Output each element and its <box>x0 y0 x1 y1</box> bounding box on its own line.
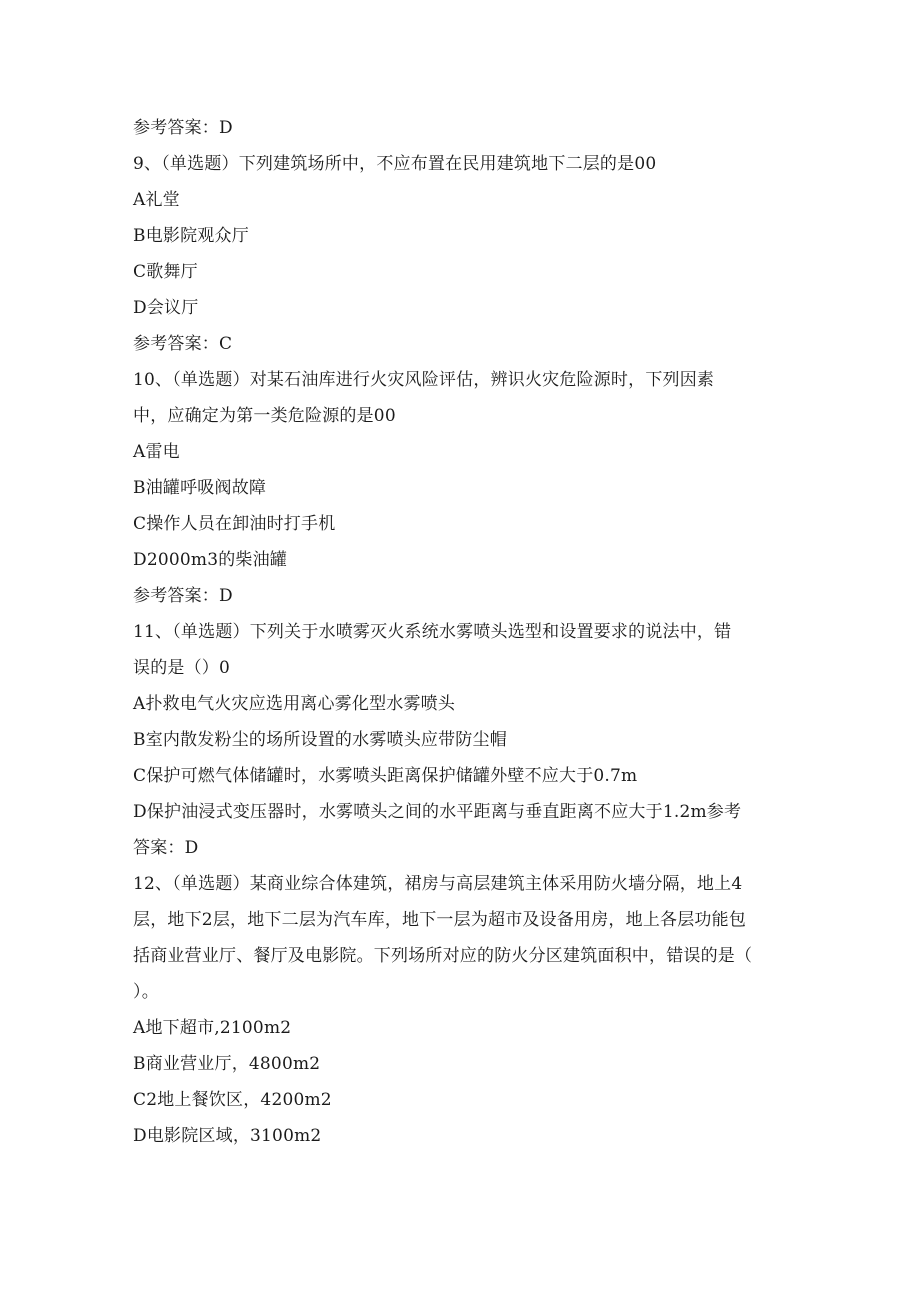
option-line: C歌舞厅 <box>133 262 198 282</box>
question-text-line: 10、（单选题）对某石油库进行火灾风险评估，辨识火灾危险源时，下列因素 <box>133 370 715 390</box>
answer-line: 参考答案：D <box>133 118 233 138</box>
question-text-line: 括商业营业厅、餐厅及电影院。下列场所对应的防火分区建筑面积中，错误的是（ <box>133 946 753 966</box>
question-text-line: 12、（单选题）某商业综合体建筑，裙房与高层建筑主体采用防火墙分隔，地上4 <box>133 874 743 894</box>
option-line: C保护可燃气体储罐时，水雾喷头距离保护储罐外壁不应大于0.7m <box>133 766 638 786</box>
question-text-line: 9、（单选题）下列建筑场所中，不应布置在民用建筑地下二层的是00 <box>133 154 657 174</box>
option-line: D保护油浸式变压器时，水雾喷头之间的水平距离与垂直距离不应大于1.2m参考 <box>133 802 742 822</box>
option-line: D2000m3的柴油罐 <box>133 550 288 570</box>
option-line: A地下超市,2100m2 <box>133 1018 292 1038</box>
option-line: B油罐呼吸阀故障 <box>133 478 267 498</box>
option-line: A礼堂 <box>133 190 180 210</box>
answer-line: 参考答案：C <box>133 334 233 354</box>
question-text-line: 11、（单选题）下列关于水喷雾灭火系统水雾喷头选型和设置要求的说法中，错 <box>133 622 732 642</box>
option-line: D电影院区域，3100m2 <box>133 1126 322 1146</box>
option-line: B室内散发粉尘的场所设置的水雾喷头应带防尘帽 <box>133 730 507 750</box>
answer-line: 答案：D <box>133 838 199 858</box>
option-line: C操作人员在卸油时打手机 <box>133 514 336 534</box>
option-line: B商业营业厅，4800m2 <box>133 1054 321 1074</box>
question-text-line: 中，应确定为第一类危险源的是00 <box>133 406 396 426</box>
question-text-line: ）。 <box>133 982 159 1002</box>
question-text-line: 层，地下2层，地下二层为汽车库，地下一层为超市及设备用房，地上各层功能包 <box>133 910 747 930</box>
option-line: A雷电 <box>133 442 180 462</box>
document-content <box>133 110 783 1154</box>
option-line: D会议厅 <box>133 298 199 318</box>
question-text-line: 误的是（）0 <box>133 658 231 678</box>
option-line: B电影院观众厅 <box>133 226 249 246</box>
option-line: C2地上餐饮区，4200m2 <box>133 1090 332 1110</box>
option-line: A扑救电气火灾应选用离心雾化型水雾喷头 <box>133 694 456 714</box>
answer-line: 参考答案：D <box>133 586 233 606</box>
